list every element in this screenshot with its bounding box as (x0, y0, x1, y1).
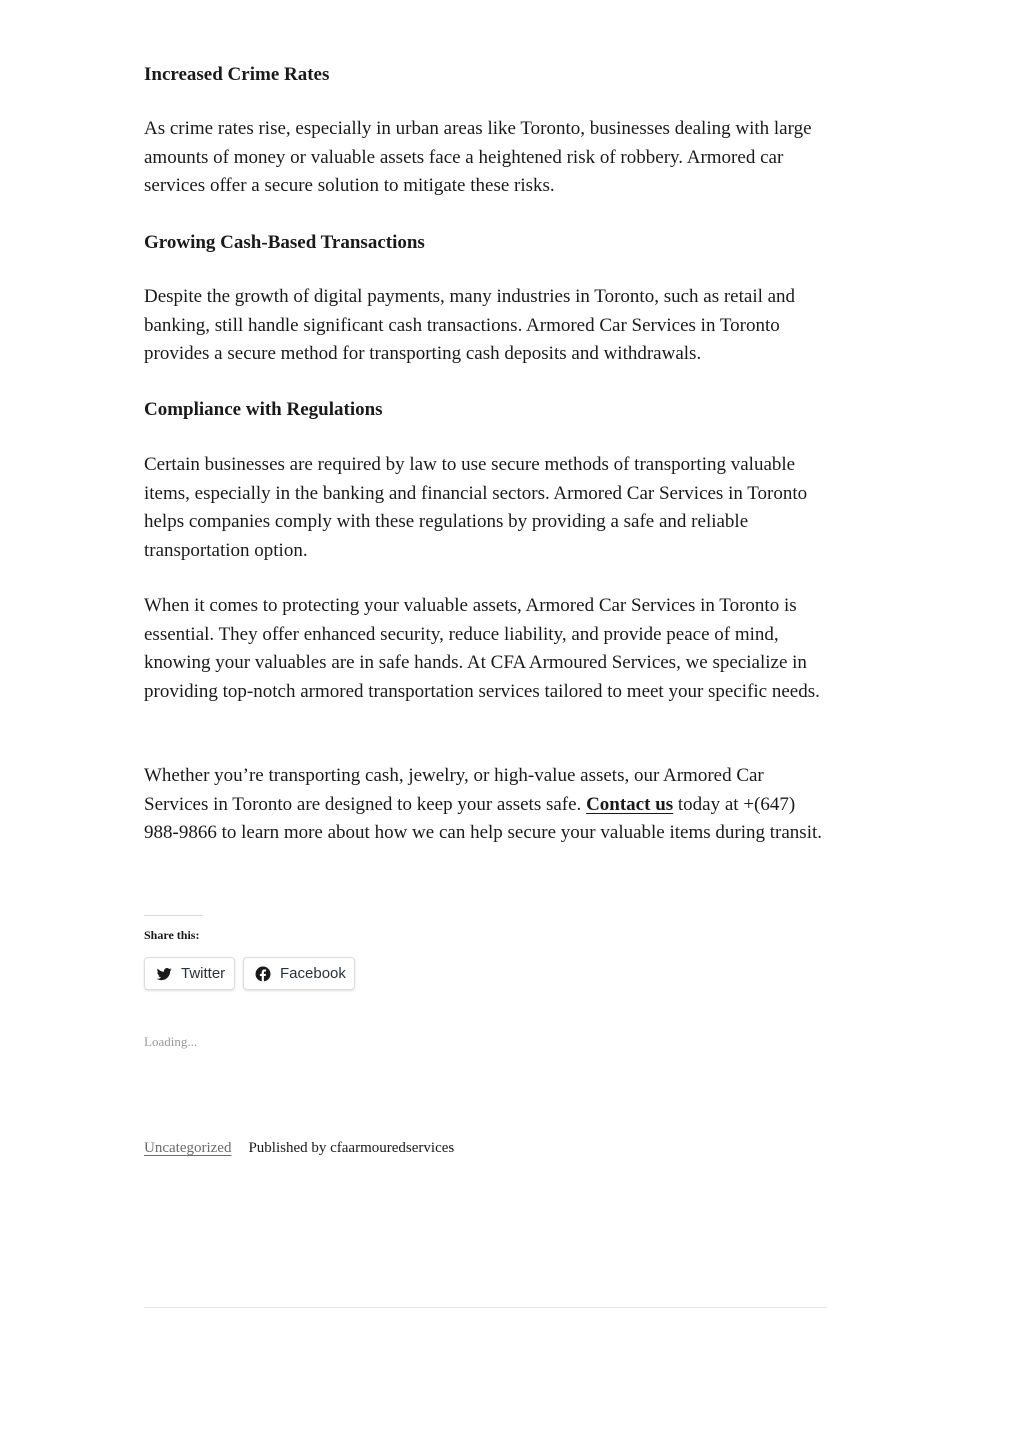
share-divider (144, 915, 203, 916)
published-by-text: Published by cfaarmouredservices (248, 1140, 455, 1156)
cta-text-before: Whether you’re transporting cash, jewelry, or high-value assets, our Armored Car Services in Toronto are designed to keep your assets safe. (144, 765, 764, 815)
section-text-cash-transactions: Despite the growth of digital payments, many industries in Toronto, such as retail and banking, still handle significant cash transactions. Armored Car Services in Toronto provides a secure method for transporting cash deposits and withdrawals. (144, 286, 796, 365)
cta-paragraph (144, 762, 828, 848)
section-heading-cash-transactions: Growing Cash-Based Transactions (144, 232, 425, 253)
share-title: Share this: (144, 928, 200, 942)
section-heading-compliance: Compliance with Regulations (144, 399, 383, 420)
content-bottom-divider (144, 1307, 827, 1308)
closing-paragraph: When it comes to protecting your valuable assets, Armored Car Services in Toronto is essential. They offer enhanced security, reduce liability, and provide peace of mind, knowing your valuables are in safe hands. At CFA Armoured Services, we specialize in providing top-notch armored transportation services tailored to meet your specific needs. (144, 595, 820, 703)
section-text-crime-rates: As crime rates rise, especially in urban areas like Toronto, businesses dealing with large amounts of money or valuable assets face a heightened risk of robbery. Armored car services offer a secure solution to mitigate these risks. (144, 118, 812, 197)
share-twitter-button[interactable] (144, 957, 235, 990)
contact-us-link[interactable]: Contact us (586, 793, 674, 815)
post-meta (144, 1140, 454, 1157)
facebook-label: Facebook (280, 965, 346, 982)
cta-text-after: today at +(647) 988-9866 to learn more about how we can help secure your valuable items during transit. (144, 793, 822, 844)
share-facebook-button[interactable] (243, 957, 355, 990)
likes-loading-text: Loading... (144, 1034, 198, 1049)
twitter-bird-icon (155, 965, 173, 983)
share-buttons (144, 957, 355, 990)
twitter-label: Twitter (181, 965, 226, 982)
facebook-f-icon (254, 965, 272, 983)
section-text-compliance: Certain businesses are required by law to use secure methods of transporting valuable items, especially in the banking and financial sectors. Armored Car Services in Toronto helps companies comply with these regulations by providing a safe and reliable transportation option. (144, 454, 808, 562)
section-heading-crime-rates: Increased Crime Rates (144, 64, 330, 85)
category-link[interactable]: Uncategorized (144, 1140, 232, 1156)
